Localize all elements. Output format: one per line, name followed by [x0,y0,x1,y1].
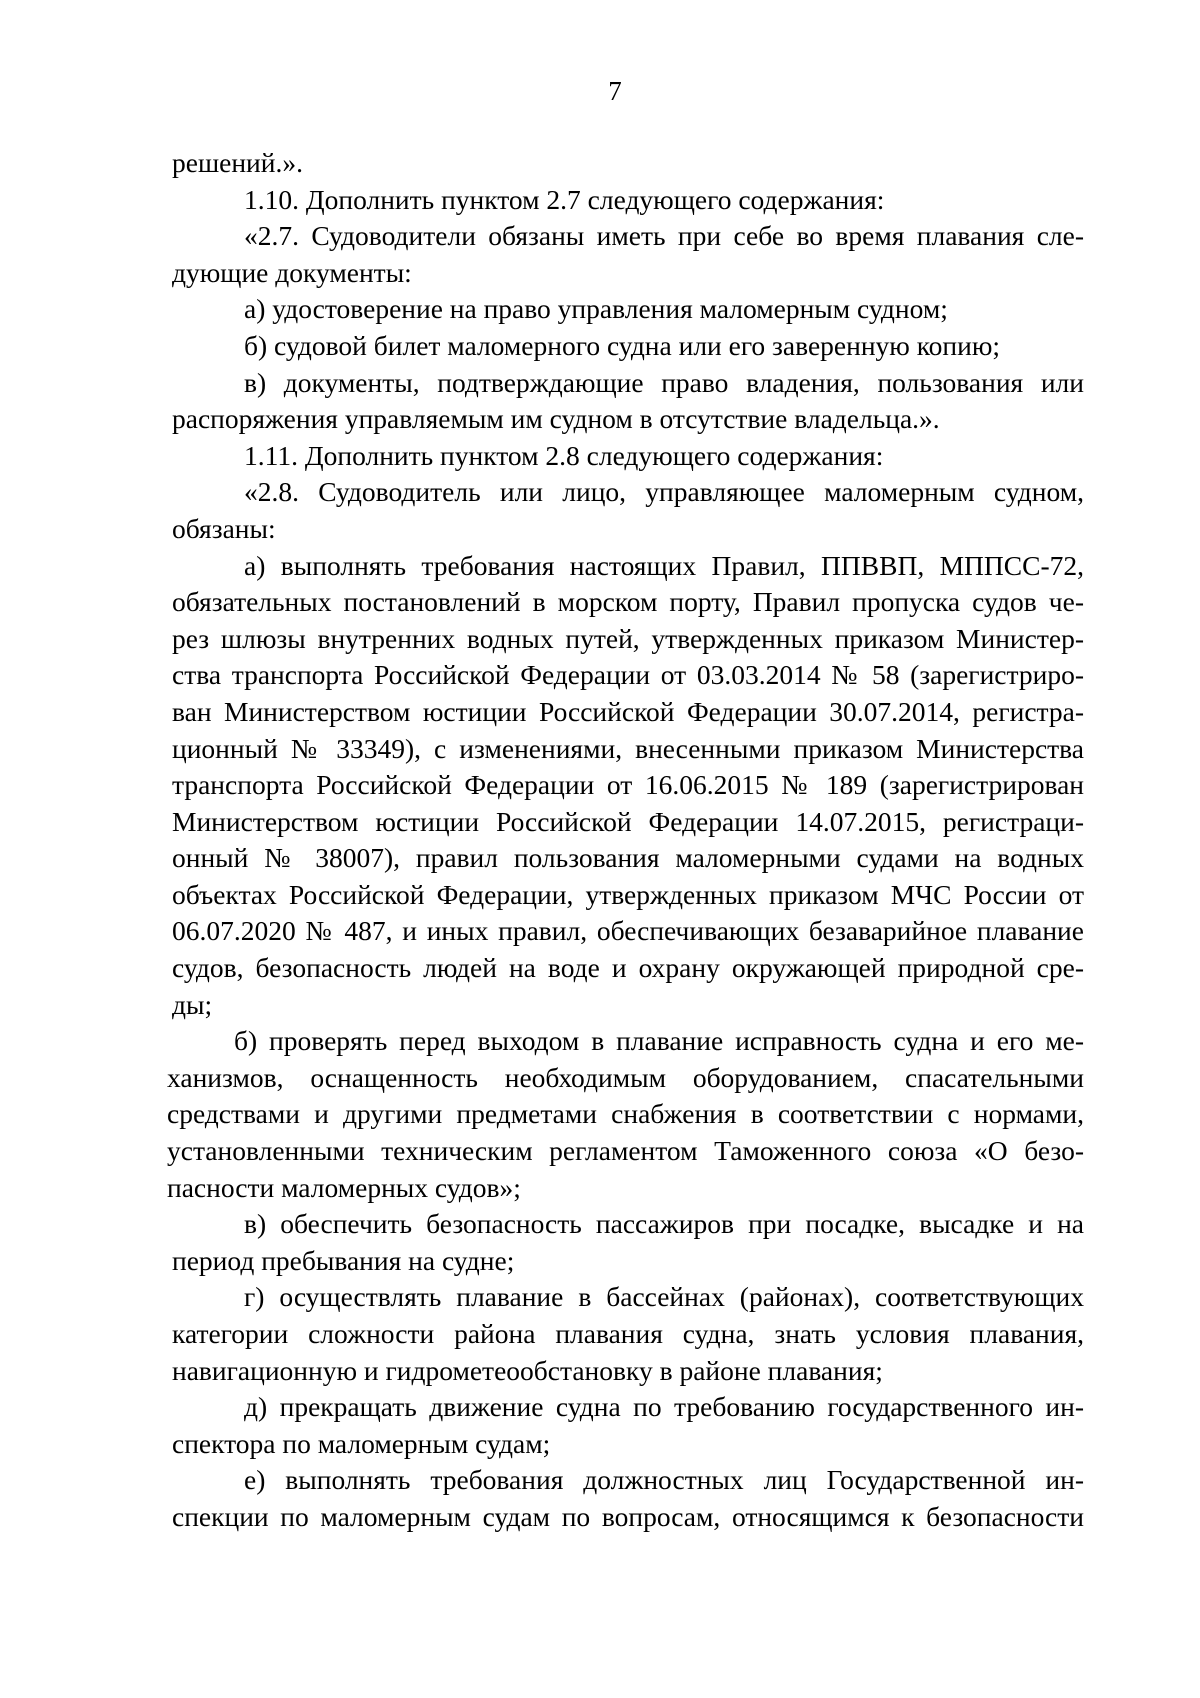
text-line: период пребывания на судне; [172,1244,515,1276]
document-body [167,145,1084,1536]
text-line: ханизмов, оснащенность необходимым оборудованием, спасательными [167,1061,1084,1093]
text-line: б) судовой билет маломерного судна или его заверенную копию; [244,329,1001,361]
text-line: категории сложности района плавания судна, знать условия плавания, [172,1318,1084,1349]
text-line: обязаны: [172,512,276,544]
text-line: ды; [172,988,213,1020]
text-line: спектора по маломерным судам; [172,1427,551,1459]
text-line: а) удостоверение на право управления маломерным судном; [244,293,948,325]
text-line: д) прекращать движение судна по требованию государственного ин- [244,1391,1084,1423]
text-line: ства транспорта Российской Федерации от 03.03.2014 № 58 (зарегистриро- [172,659,1084,691]
text-line: е) выполнять требования должностных лиц Государственной ин- [244,1464,1084,1496]
text-line: судов, безопасность людей на воде и охрану окружающей природной сре- [172,952,1084,984]
text-line: решений.». [172,147,303,178]
text-line: 06.07.2020 № 487, и иных правил, обеспечивающих безаварийное плавание [172,915,1084,947]
text-line: 1.11. Дополнить пунктом 2.8 следующего содержания: [244,439,884,471]
text-line: г) осуществлять плавание в бассейнах (районах), соответствующих [244,1281,1084,1313]
text-line: установленными техническим регламентом Таможенного союза «О безо- [167,1135,1084,1167]
text-line: онный № 38007), правил пользования маломерными судами на водных [172,842,1084,874]
text-line: объектах Российской Федерации, утвержденных приказом МЧС России от [172,878,1084,910]
text-line: навигационную и гидрометеообстановку в районе плавания; [172,1354,883,1386]
text-line: Министерством юстиции Российской Федерации 14.07.2015, регистраци- [172,805,1084,837]
text-line: распоряжения управляемым им судном в отсутствие владельца.». [172,403,940,435]
text-line: транспорта Российской Федерации от 16.06.2015 № 189 (зарегистрирован [172,769,1084,801]
text-line: обязательных постановлений в морском порту, Правил пропуска судов че- [172,586,1084,618]
page-number: 7 [608,76,622,106]
text-line: «2.8. Судоводитель или лицо, управляющее маломерным судном, [244,476,1084,508]
text-line: б) проверять перед выходом в плавание исправность судна и его ме- [234,1025,1084,1057]
text-line: ционный № 33349), с изменениями, внесенными приказом Министерства [172,732,1084,764]
text-line: в) обеспечить безопасность пассажиров при посадке, высадке и на [244,1208,1084,1240]
text-line: 1.10. Дополнить пунктом 2.7 следующего содержания: [244,183,885,215]
text-line: средствами и другими предметами снабжения в соответствии с нормами, [167,1098,1084,1130]
text-line: дующие документы: [172,256,412,288]
text-line: пасности маломерных судов»; [167,1171,521,1203]
text-line: а) выполнять требования настоящих Правил, ППВВП, МППСС-72, [244,549,1084,581]
text-line: в) документы, подтверждающие право владения, пользования или [244,366,1084,398]
text-line: спекции по маломерным судам по вопросам, относящимся к безопасности [172,1500,1084,1532]
text-line: «2.7. Судоводители обязаны иметь при себе во время плавания сле- [244,220,1084,252]
text-line: рез шлюзы внутренних водных путей, утвержденных приказом Министер- [172,622,1084,654]
text-line: ван Министерством юстиции Российской Федерации 30.07.2014, регистра- [172,695,1084,727]
